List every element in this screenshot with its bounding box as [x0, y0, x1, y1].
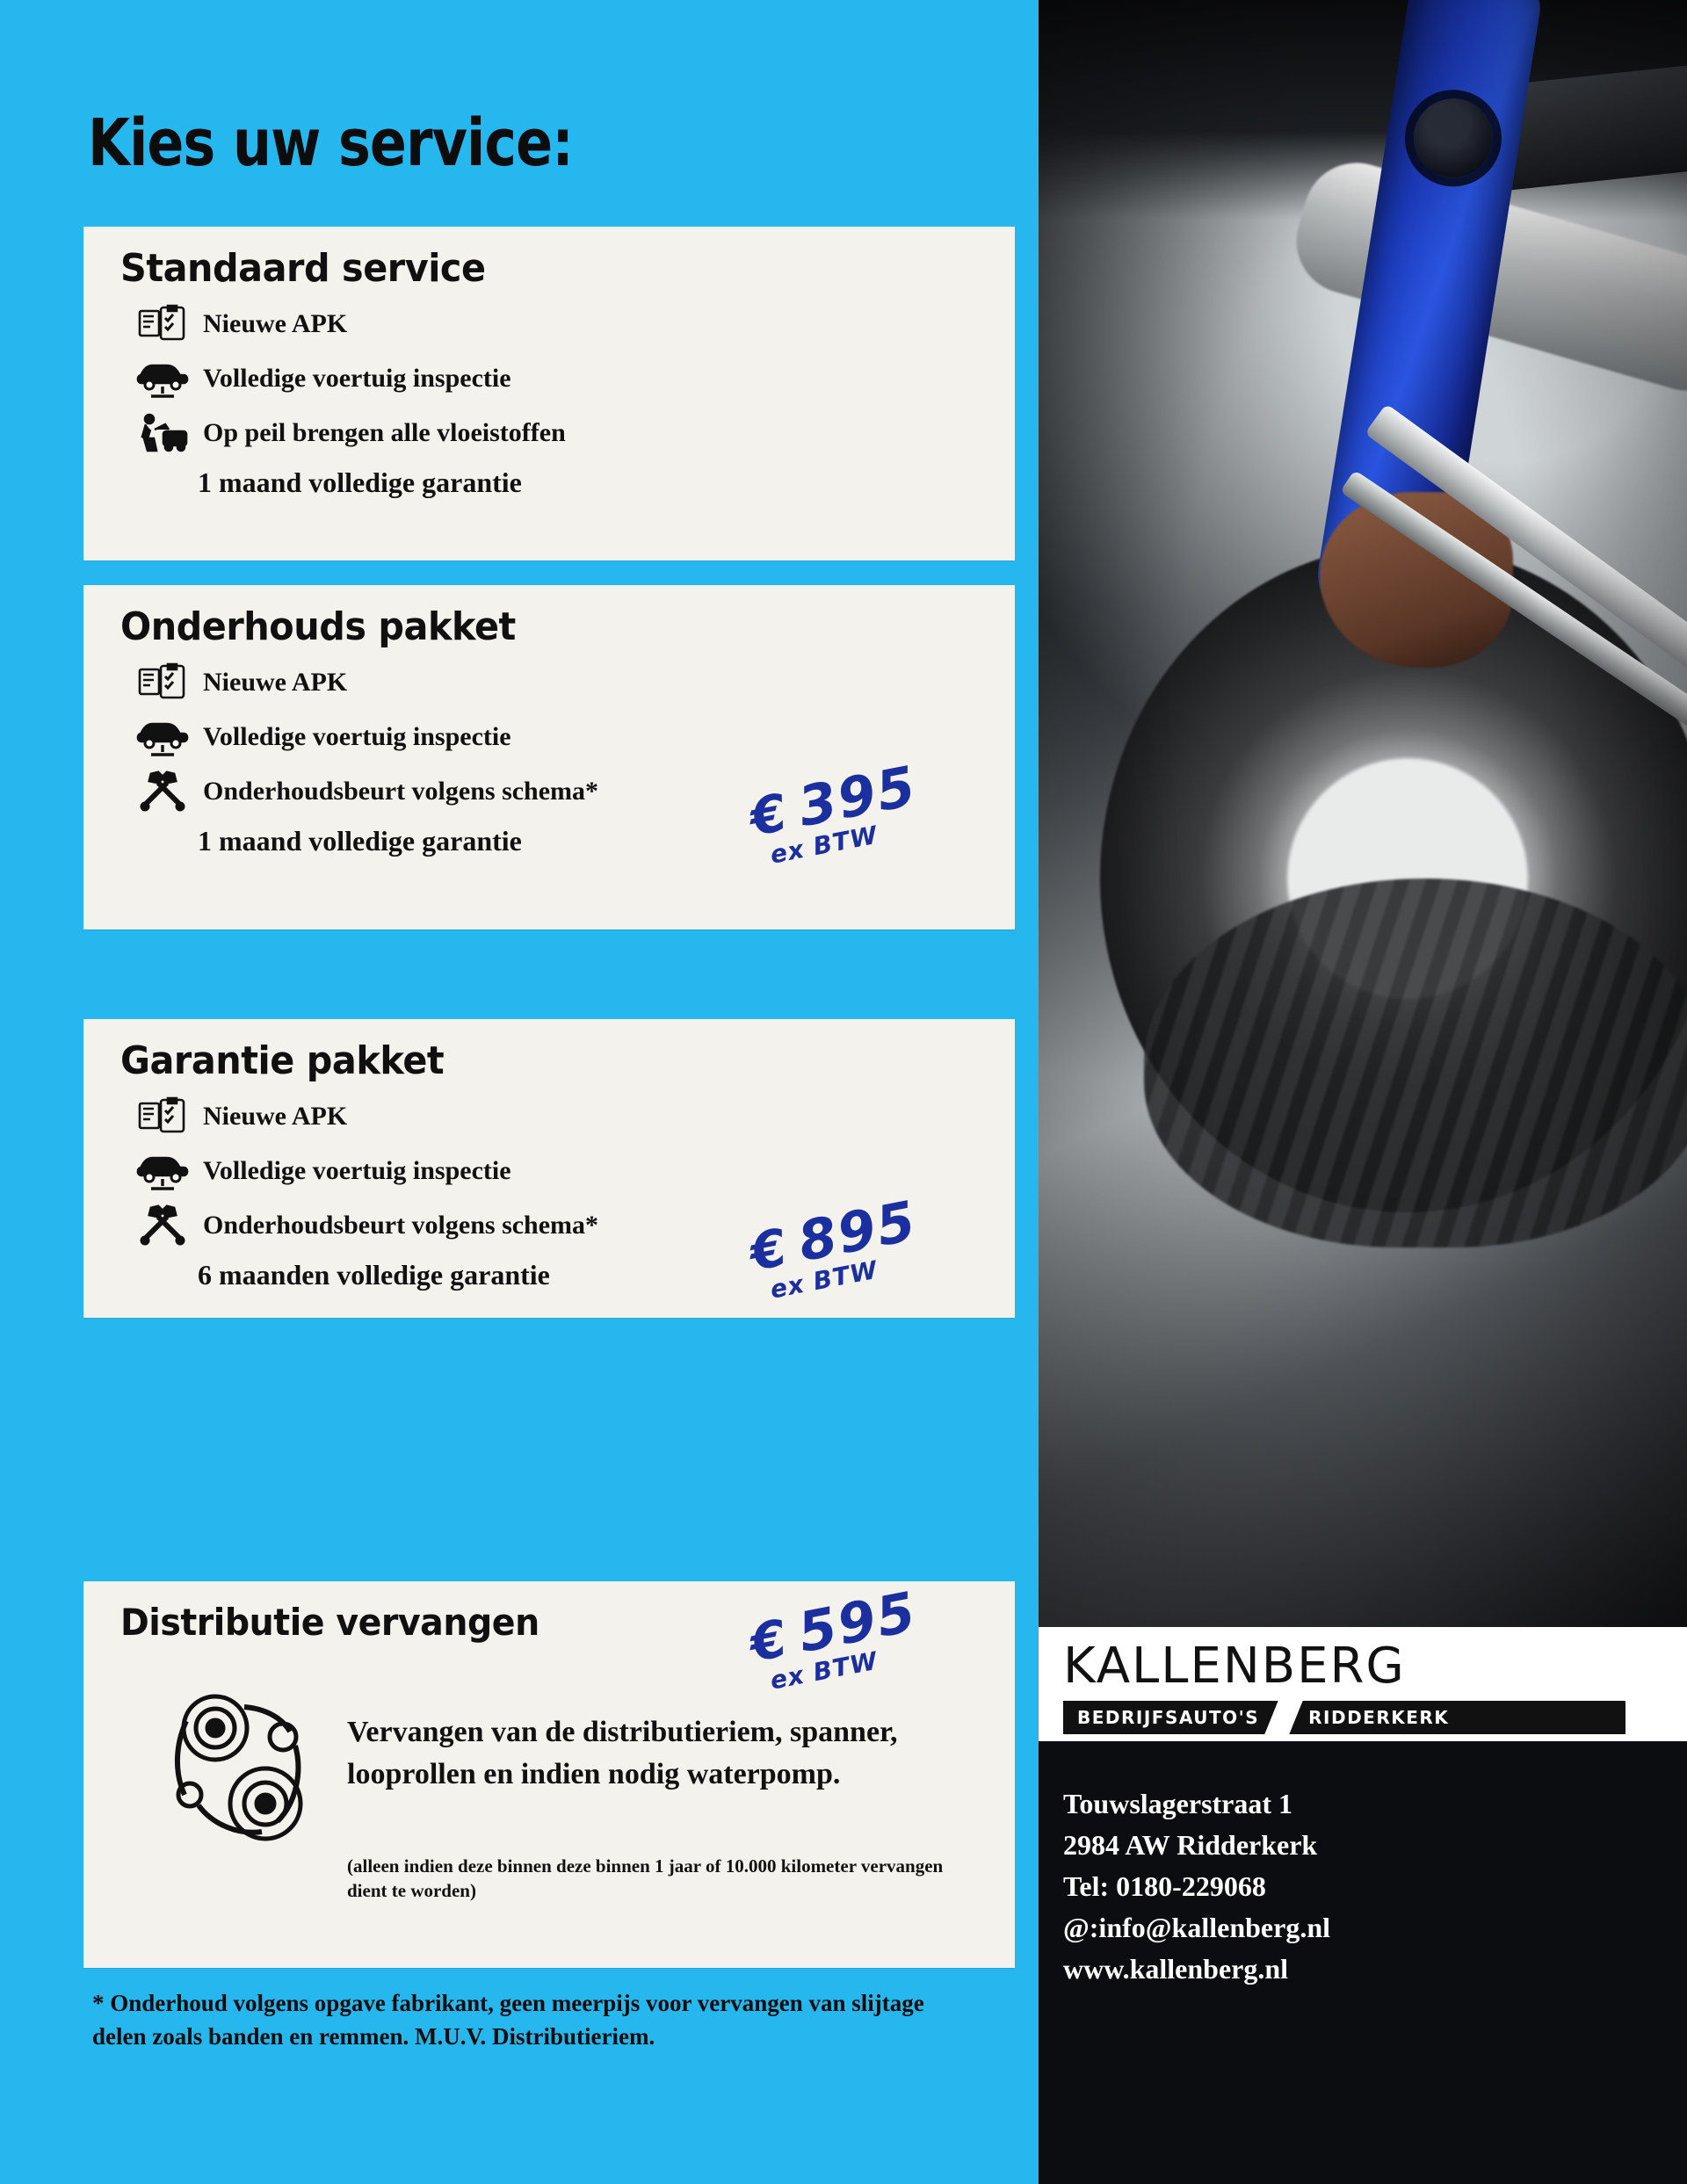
logo-name: KALLENBERG: [1063, 1638, 1406, 1695]
price-note: ex BTW: [767, 820, 880, 870]
feature-label: Nieuwe APK: [203, 668, 348, 697]
car-lift-icon: [129, 1146, 196, 1196]
feature-label: Volledige voertuig inspectie: [203, 722, 511, 751]
feature-row: [129, 1146, 1015, 1196]
contact-city: 2984 AW Ridderkerk: [1063, 1829, 1318, 1862]
timing-belt-icon: [167, 1691, 316, 1854]
tools-icon: [129, 767, 196, 816]
feature-label: Op peil brengen alle vloeistoffen: [203, 418, 566, 447]
workshop-photo: [1039, 0, 1687, 1627]
contact-email[interactable]: @:info@kallenberg.nl: [1063, 1912, 1330, 1944]
feature-row: [129, 354, 1015, 403]
contact-website[interactable]: www.kallenberg.nl: [1063, 1953, 1289, 1985]
package-guarantee: 1 maand volledige garantie: [198, 825, 522, 857]
feature-row: [129, 300, 1015, 349]
package-title: Standaard service: [120, 246, 486, 291]
package-guarantee: 1 maand volledige garantie: [198, 466, 522, 498]
company-logo: [1039, 1627, 1687, 1741]
contact-street: Touwslagerstraat 1: [1063, 1788, 1293, 1819]
tools-icon: [129, 1201, 196, 1250]
contact-phone[interactable]: Tel: 0180-229068: [1063, 1870, 1266, 1903]
feature-row: [129, 767, 1015, 816]
package-card-onderhouds: [83, 585, 1015, 929]
package-card-garantie: [83, 1019, 1015, 1318]
disclaimer-text: * Onderhoud volgens opgave fabrikant, geen meerpijs voor vervangen van slijtage delen zoals banden en remmen. M.U.V. Distributieriem.: [92, 1990, 924, 2050]
price-note: ex BTW: [767, 1255, 880, 1305]
package-title: Distributie vervangen: [120, 1601, 539, 1644]
package-guarantee: 6 maanden volledige garantie: [198, 1259, 550, 1291]
feature-label: Onderhoudsbeurt volgens schema*: [203, 1211, 599, 1240]
clipboard-check-icon: [129, 1092, 196, 1141]
contact-block: [1063, 1783, 1330, 1990]
logo-subtitle-bar: [1063, 1701, 1625, 1734]
car-lift-icon: [129, 712, 196, 762]
package-title: Onderhouds pakket: [120, 604, 516, 649]
price-amount: €395: [744, 753, 923, 848]
oil-fill-icon: [129, 409, 196, 458]
page-title: Kies uw service:: [88, 105, 573, 181]
photo-vignette: [1039, 0, 1687, 1627]
price-note: ex BTW: [767, 1645, 880, 1696]
logo-sub-right: RIDDERKERK: [1308, 1707, 1450, 1728]
price-amount: €595: [744, 1579, 923, 1674]
feature-row: [129, 409, 1015, 458]
car-lift-icon: [129, 354, 196, 403]
package-body: Vervangen van de distributieriem, spanner, looprollen en indien nodig waterpomp.: [347, 1716, 898, 1790]
logo-slash-divider: [1264, 1701, 1302, 1734]
clipboard-check-icon: [129, 658, 196, 707]
feature-row: [129, 658, 1015, 707]
feature-row: [129, 1092, 1015, 1141]
feature-row: [129, 712, 1015, 762]
feature-label: Volledige voertuig inspectie: [203, 364, 511, 393]
logo-sub-left: BEDRIJFSAUTO'S: [1077, 1707, 1260, 1728]
feature-label: Nieuwe APK: [203, 309, 348, 338]
package-card-distributie: [83, 1581, 1015, 1968]
feature-label: Nieuwe APK: [203, 1102, 348, 1131]
package-card-standaard: [83, 227, 1015, 560]
package-fine-print: (alleen indien deze binnen deze binnen 1 jaar of 10.000 kilometer vervangen dient te worden): [347, 1855, 944, 1902]
feature-label: Volledige voertuig inspectie: [203, 1156, 511, 1185]
feature-label: Onderhoudsbeurt volgens schema*: [203, 777, 599, 806]
price-amount: €895: [744, 1188, 923, 1283]
package-title: Garantie pakket: [120, 1038, 445, 1083]
clipboard-check-icon: [129, 300, 196, 349]
feature-row: [129, 1201, 1015, 1250]
